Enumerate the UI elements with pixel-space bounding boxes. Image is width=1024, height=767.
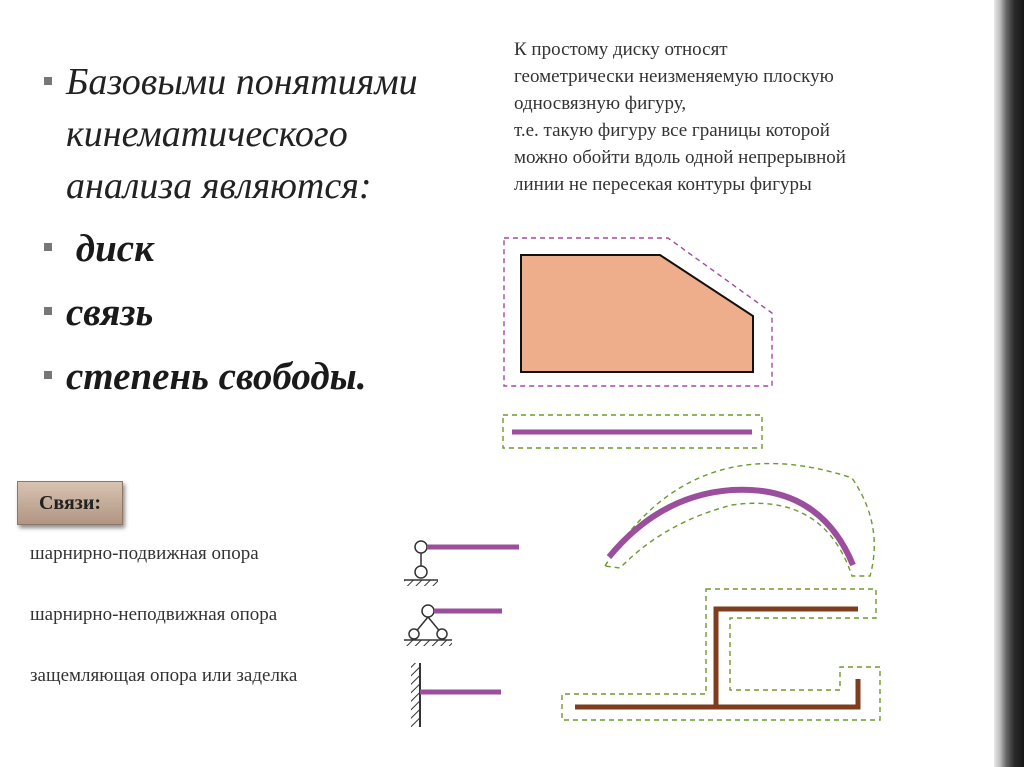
support-label-pin: шарнирно-неподвижная опора [30,604,278,625]
disk-shape [521,255,753,372]
pin-support-icon [404,605,502,646]
support-label-roller: шарнирно-подвижная опора [30,543,259,564]
definition-line: можно обойти вдоль одной непрерывной [514,147,846,168]
bullet-link-text: связь [66,291,154,334]
support-label-fixed: защемляющая опора или заделка [30,665,298,686]
definition-line: геометрически неизменяемую плоскую [514,66,834,87]
definition-line: К простому диску относят [514,39,728,60]
bullet-dof-text: степень свободы. [66,355,367,398]
definition-line: т.е. такую фигуру все границы которой [514,120,830,141]
bullet-disk-text: диск [66,227,154,270]
definition-line: односвязную фигуру, [514,93,687,114]
fixed-support-icon [411,663,501,727]
links-badge: Связи: [17,481,123,525]
roller-support-icon [404,541,519,586]
bullet-intro-text: Базовыми понятиями кинематического анализа являются: [66,61,418,207]
window-edge [994,0,1024,767]
arc-disk [609,490,853,565]
definition-line: линии не пересекая контуры фигуры [514,174,812,195]
frame-disk [716,609,858,707]
